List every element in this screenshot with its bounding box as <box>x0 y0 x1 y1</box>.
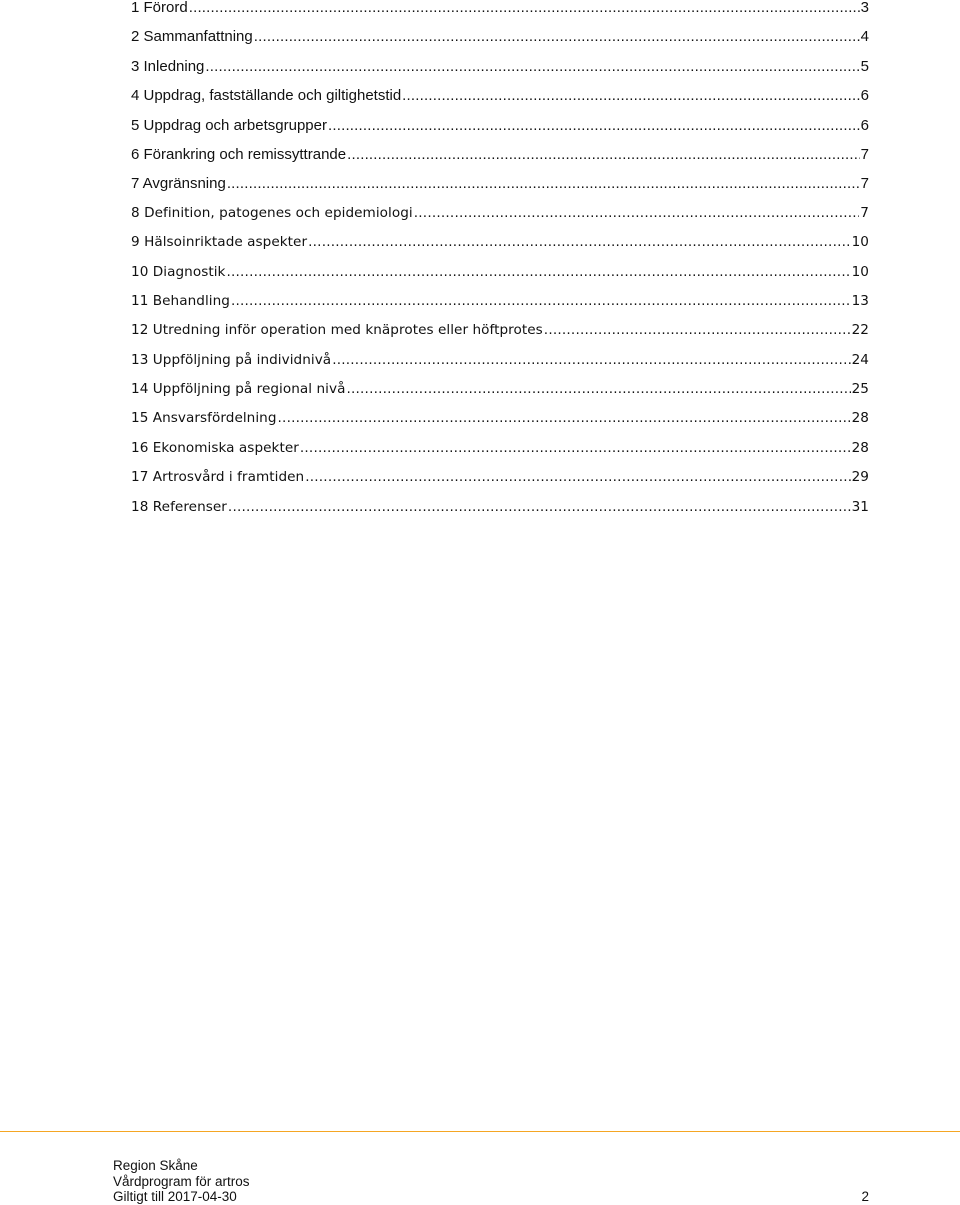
toc-dot-leader <box>328 111 860 140</box>
toc-entry-avgransning[interactable] <box>131 169 869 198</box>
toc-entry-referenser[interactable] <box>131 493 869 522</box>
toc-entry-label: 16 Ekonomiska aspekter <box>131 439 299 456</box>
toc-entry-sammanfattning[interactable] <box>131 22 869 51</box>
toc-dot-leader <box>308 228 850 257</box>
toc-dot-leader <box>226 258 850 287</box>
toc-entry-label: 1 Förord <box>131 0 188 16</box>
toc-entry-label: 18 Referenser <box>131 498 227 515</box>
toc-entry-label: 10 Diagnostik <box>131 263 226 280</box>
toc-entry-label: 6 Förankring och remissyttrande <box>131 145 347 163</box>
toc-dot-leader <box>189 0 860 22</box>
toc-entry-label: 4 Uppdrag, fastställande och giltighetstid <box>131 87 402 105</box>
toc-entry-label: 11 Behandling <box>131 292 230 309</box>
toc-entry-halsoinriktade[interactable] <box>131 228 869 257</box>
toc-dot-leader <box>414 199 860 228</box>
toc-entry-page: 4 <box>860 28 869 46</box>
toc-dot-leader <box>300 434 851 463</box>
toc-entry-definition[interactable] <box>131 199 869 228</box>
toc-entry-page: 29 <box>851 469 869 486</box>
toc-dot-leader <box>278 404 851 433</box>
footer-bottom-line <box>113 1189 869 1205</box>
footer-document-title: Vårdprogram för artros <box>113 1173 250 1189</box>
toc-entry-artrosvard[interactable] <box>131 463 869 492</box>
page-footer <box>113 1158 869 1205</box>
footer-validity: Giltigt till 2017-04-30 <box>113 1189 237 1204</box>
toc-entry-page: 10 <box>851 263 869 280</box>
toc-entry-page: 7 <box>860 145 869 163</box>
toc-entry-ekonomiska[interactable] <box>131 434 869 463</box>
toc-entry-page: 22 <box>851 322 869 339</box>
toc-dot-leader <box>205 52 859 81</box>
toc-entry-uppfoljning-individ[interactable] <box>131 346 869 375</box>
toc-dot-leader <box>347 140 860 169</box>
toc-dot-leader <box>402 81 859 110</box>
toc-entry-forord[interactable] <box>131 0 869 22</box>
toc-dot-leader <box>346 375 850 404</box>
toc-entry-label: 15 Ansvarsfördelning <box>131 410 277 427</box>
toc-entry-page: 5 <box>860 57 869 75</box>
toc-entry-ansvarsfordelning[interactable] <box>131 404 869 433</box>
toc-entry-label: 7 Avgränsning <box>131 175 226 193</box>
toc-entry-label: 5 Uppdrag och arbetsgrupper <box>131 116 327 134</box>
toc-entry-page: 3 <box>860 0 869 16</box>
toc-entry-page: 13 <box>851 292 869 309</box>
toc-entry-label: 12 Utredning inför operation med knäprotes eller höftprotes <box>131 322 543 339</box>
toc-entry-page: 6 <box>860 87 869 105</box>
toc-entry-page: 10 <box>851 234 869 251</box>
toc-entry-uppdrag-arbetsgrupper[interactable] <box>131 111 869 140</box>
toc-entry-label: 2 Sammanfattning <box>131 28 253 46</box>
toc-entry-page: 25 <box>851 381 869 398</box>
footer-organization: Region Skåne <box>113 1158 198 1173</box>
toc-entry-uppfoljning-regional[interactable] <box>131 375 869 404</box>
toc-entry-page: 31 <box>851 498 869 515</box>
toc-entry-uppdrag-faststallande[interactable] <box>131 81 869 110</box>
toc-entry-diagnostik[interactable] <box>131 258 869 287</box>
toc-entry-inledning[interactable] <box>131 52 869 81</box>
toc-entry-page: 6 <box>860 116 869 134</box>
toc-entry-label: 9 Hälsoinriktade aspekter <box>131 234 308 251</box>
table-of-contents <box>131 0 869 522</box>
toc-dot-leader <box>228 493 851 522</box>
toc-dot-leader <box>332 346 850 375</box>
toc-entry-behandling[interactable] <box>131 287 869 316</box>
toc-entry-label: 8 Definition, patogenes och epidemiologi <box>131 204 413 221</box>
toc-entry-page: 24 <box>851 351 869 368</box>
footer-divider <box>0 1131 960 1132</box>
toc-entry-page: 28 <box>851 410 869 427</box>
toc-dot-leader <box>544 316 851 345</box>
toc-entry-utredning[interactable] <box>131 316 869 345</box>
toc-entry-page: 28 <box>851 439 869 456</box>
toc-dot-leader <box>231 287 851 316</box>
toc-dot-leader <box>254 22 860 51</box>
toc-entry-label: 3 Inledning <box>131 57 205 75</box>
toc-entry-label: 13 Uppföljning på individnivå <box>131 351 332 368</box>
toc-dot-leader <box>305 463 850 492</box>
toc-dot-leader <box>227 169 860 198</box>
toc-entry-label: 14 Uppföljning på regional nivå <box>131 381 346 398</box>
footer-page-number: 2 <box>861 1189 869 1204</box>
toc-entry-page: 7 <box>860 204 869 221</box>
toc-entry-page: 7 <box>860 175 869 193</box>
toc-entry-label: 17 Artrosvård i framtiden <box>131 469 305 486</box>
toc-entry-forankring[interactable] <box>131 140 869 169</box>
